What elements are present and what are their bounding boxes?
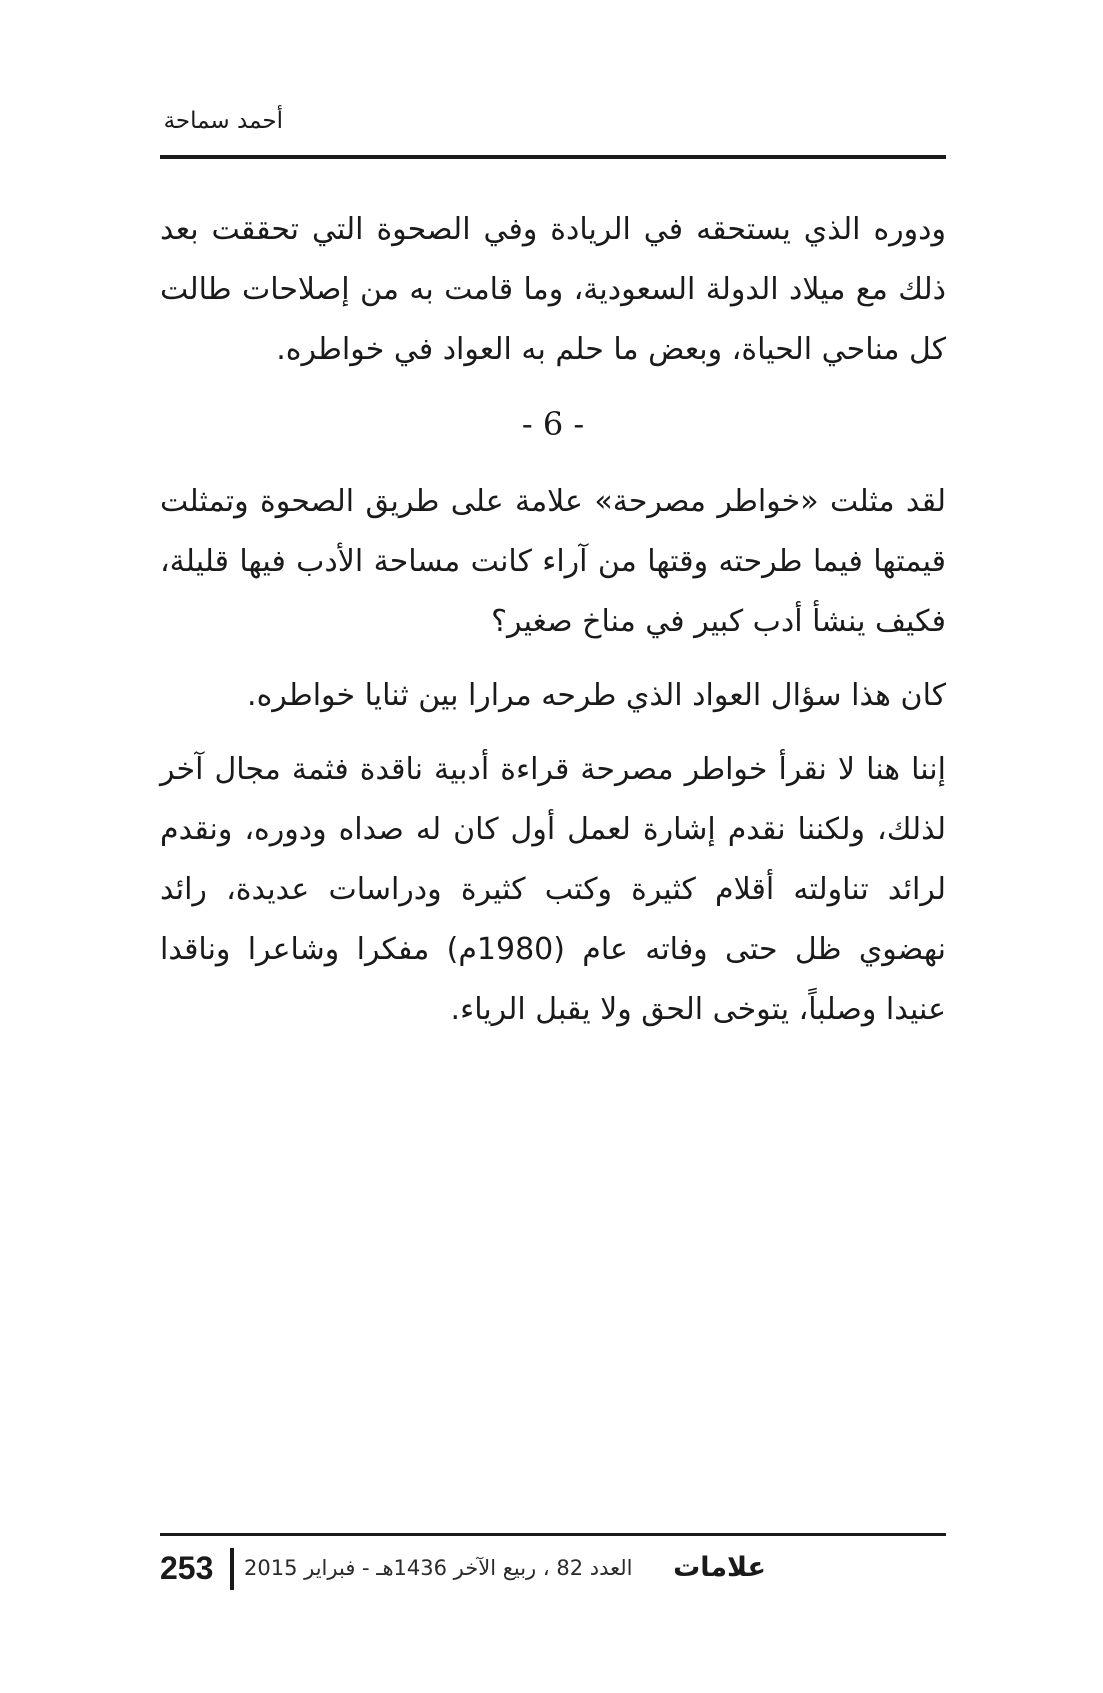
header-rule xyxy=(160,155,946,159)
paragraph: ودوره الذي يستحقه في الريادة وفي الصحوة التي تحققت بعد ذلك مع ميلاد الدولة السعودية، وما قامت به من إصلاحات طالت كل مناحي الحياة، وبعض ما حلم به العواد في خواطره. xyxy=(160,212,946,367)
page-footer xyxy=(160,1546,946,1596)
footer-divider xyxy=(230,1548,234,1590)
page-number: 253 xyxy=(160,1550,214,1586)
footer-rule xyxy=(160,1533,946,1536)
journal-logo: علامات xyxy=(673,1552,766,1583)
section-number: - 6 - xyxy=(521,405,585,443)
body-text xyxy=(160,200,946,1054)
paragraph: لقد مثلت «خواطر مصرحة» علامة على طريق الصحوة وتمثلت قيمتها فيما طرحته وقتها من آراء كانت مساحة الأدب فيها قليلة، فكيف ينشأ أدب كبير في مناخ صغير؟ xyxy=(160,484,946,639)
paragraph: إننا هنا لا نقرأ خواطر مصرحة قراءة أدبية ناقدة فثمة مجال آخر لذلك، ولكننا نقدم إشارة لعمل أول كان له صداه ودوره، ونقدم لرائد تناولته أقلام كثيرة وكتب كثيرة ودراسات عديدة، رائد نهضوي ظل حتى وفاته عام (1980م) مفكرا وشاعرا وناقدا عنيدا وصلباً، يتوخى الحق ولا يقبل الرياء. xyxy=(160,752,947,1027)
running-head-author: أحمد سماحة xyxy=(163,108,283,134)
paragraph: كان هذا سؤال العواد الذي طرحه مرارا بين ثنايا خواطره. xyxy=(247,678,946,713)
issue-info: العدد 82 ، ربيع الآخر 1436هـ - فبراير 2015 xyxy=(244,1556,633,1580)
